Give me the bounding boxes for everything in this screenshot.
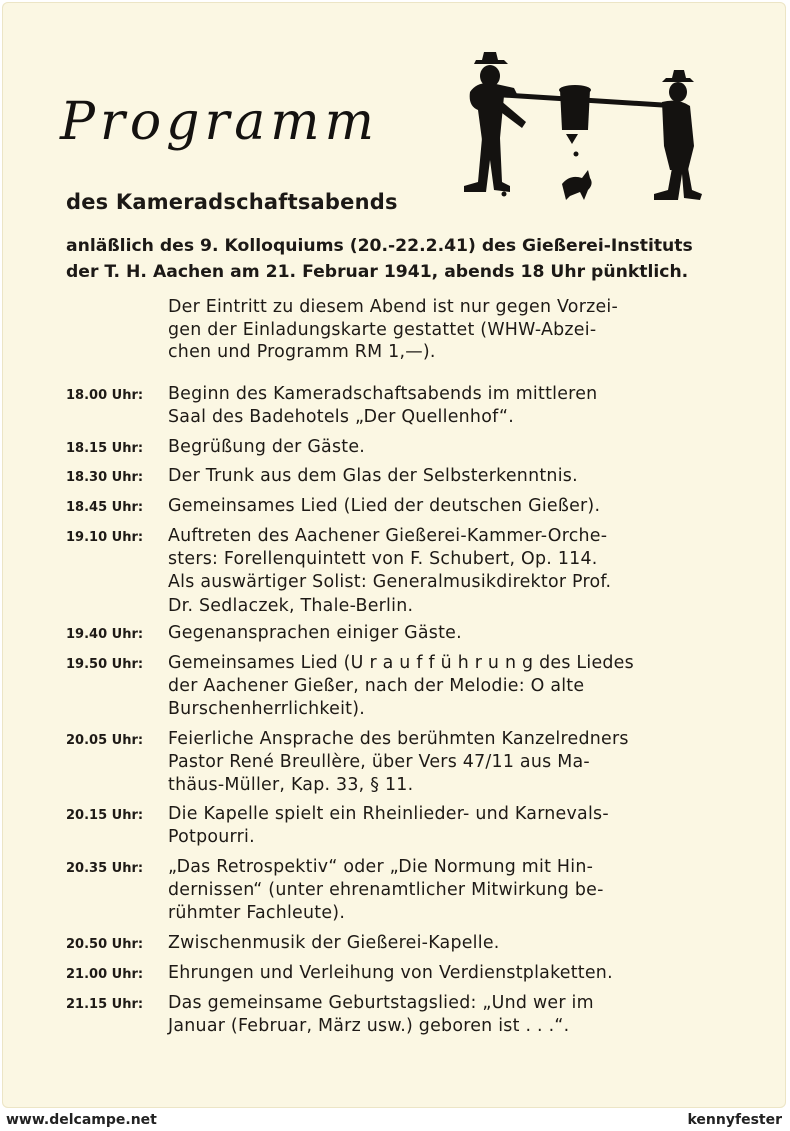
entry-line: Gemeinsames Lied (Lied der deutschen Gießer). — [168, 496, 601, 516]
notice-line: Der Eintritt zu diesem Abend ist nur gegen Vorzei- — [168, 297, 619, 317]
entry-line: Pastor René Breullère, über Vers 47/11 aus Ma- — [168, 752, 590, 773]
entry-line: Potpourri. — [168, 827, 255, 848]
entry-text — [168, 436, 716, 459]
entry-line: Auftreten des Aachener Gießerei-Kammer-Orche- — [168, 526, 608, 546]
intro-line: anläßlich des 9. Kolloquiums (20.-22.2.41) des Gießerei-Instituts — [66, 236, 693, 256]
entry-line: dernissen“ (unter ehrenamtlicher Mitwirkung be- — [168, 880, 604, 901]
entry-time: 20.15 Uhr: — [66, 808, 144, 823]
entry-time: 18.45 Uhr: — [66, 500, 144, 515]
notice-line: gen der Einladungskarte gestattet (WHW-Abzei- — [168, 319, 597, 340]
entry-text — [168, 383, 716, 429]
entry-time: 21.00 Uhr: — [66, 967, 144, 982]
entry-text — [168, 728, 716, 798]
entry-line: Beginn des Kameradschaftsabends im mittleren — [168, 384, 598, 404]
entry-line: Die Kapelle spielt ein Rheinlieder- und Karnevals- — [168, 804, 609, 824]
entry-time: 20.05 Uhr: — [66, 733, 144, 748]
entry-line: Zwischenmusik der Gießerei-Kapelle. — [168, 933, 500, 953]
entry-line: Saal des Badehotels „Der Quellenhof“. — [168, 407, 515, 428]
entry-line: „Das Retrospektiv“ oder „Die Normung mit Hin- — [168, 857, 594, 877]
entry-line: Januar (Februar, März usw.) geboren ist . . .“. — [168, 1016, 570, 1037]
entry-line: Gegenansprachen einiger Gäste. — [168, 623, 462, 643]
entry-time: 18.30 Uhr: — [66, 470, 144, 485]
watermark-right: kennyfester — [687, 1112, 782, 1128]
entry-line: Begrüßung der Gäste. — [168, 437, 366, 457]
entry-time: 19.10 Uhr: — [66, 530, 144, 545]
entry-line: Feierliche Ansprache des berühmten Kanzelredners — [168, 729, 629, 749]
entry-time: 19.40 Uhr: — [66, 627, 144, 642]
entry-line: Dr. Sedlaczek, Thale-Berlin. — [168, 595, 414, 616]
program-subtitle: des Kameradschaftsabends — [66, 190, 398, 214]
entry-time: 18.15 Uhr: — [66, 441, 144, 456]
notice-line: chen und Programm RM 1,—). — [168, 342, 436, 362]
entry-line: Als auswärtiger Solist: Generalmusikdirektor Prof. — [168, 572, 612, 593]
entry-time: 21.15 Uhr: — [66, 997, 144, 1012]
entry-time: 20.35 Uhr: — [66, 861, 144, 876]
intro-line: der T. H. Aachen am 21. Februar 1941, abends 18 Uhr pünktlich. — [66, 262, 689, 282]
entry-text — [168, 495, 716, 518]
entry-line: Gemeinsames Lied (U r a u f f ü h r u n g des Liedes — [168, 653, 634, 673]
entry-line: Burschenherrlichkeit). — [168, 699, 366, 720]
entry-time: 19.50 Uhr: — [66, 657, 144, 672]
entry-text — [168, 525, 716, 618]
watermark-left: www.delcampe.net — [6, 1112, 157, 1128]
entry-line: rühmter Fachleute). — [168, 903, 346, 924]
entry-text — [168, 622, 716, 645]
entry-line: der Aachener Gießer, nach der Melodie: O alte — [168, 676, 585, 697]
entry-line: Ehrungen und Verleihung von Verdienstplaketten. — [168, 963, 613, 983]
entry-text — [168, 932, 716, 955]
entry-text — [168, 962, 716, 985]
entry-text — [168, 465, 716, 488]
entry-time: 18.00 Uhr: — [66, 388, 144, 403]
entry-text — [168, 803, 716, 849]
entry-line: Das gemeinsame Geburtstagslied: „Und wer im — [168, 993, 594, 1013]
entry-line: thäus-Müller, Kap. 33, § 11. — [168, 775, 414, 796]
entry-line: Der Trunk aus dem Glas der Selbsterkenntnis. — [168, 466, 578, 486]
entry-text — [168, 992, 716, 1038]
entry-time: 20.50 Uhr: — [66, 937, 144, 952]
program-title: Programm — [60, 92, 379, 152]
entry-text — [168, 856, 716, 926]
entry-line: sters: Forellenquintett von F. Schubert, Op. 114. — [168, 549, 598, 570]
entry-text — [168, 652, 716, 722]
